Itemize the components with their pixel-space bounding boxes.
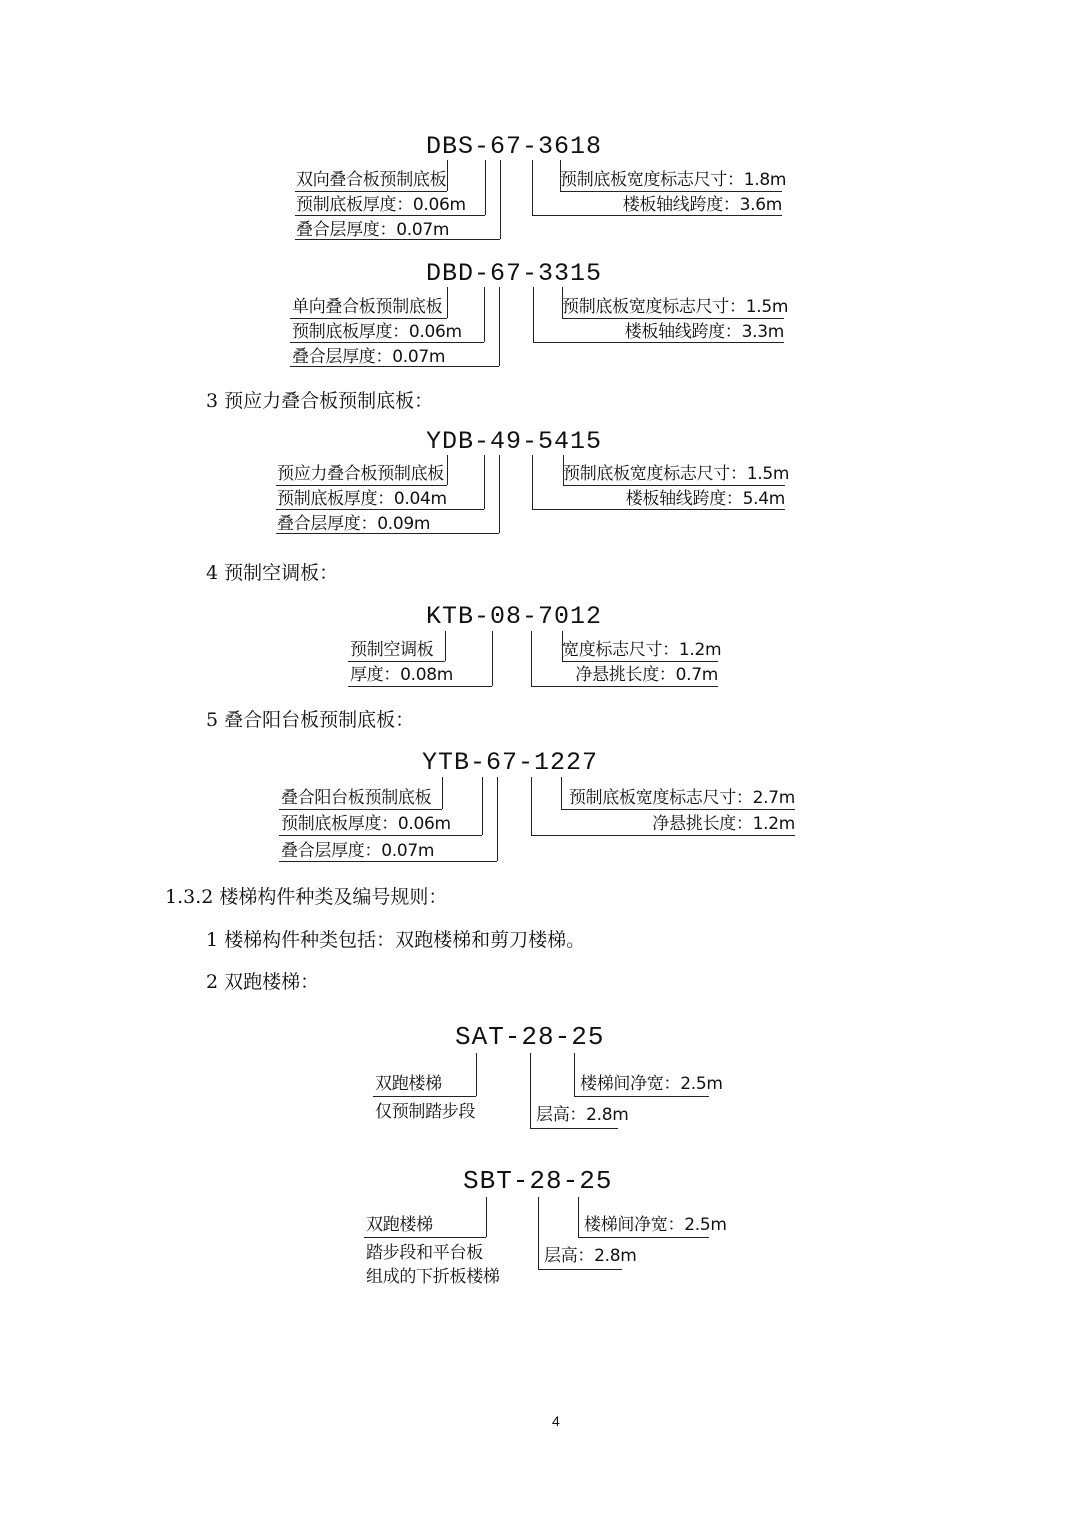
connector (279, 809, 442, 810)
connector (533, 287, 534, 342)
connector (532, 160, 533, 215)
code-ydb: YDB-49-5415 (426, 427, 603, 456)
code-sat: SAT-28-25 (455, 1022, 605, 1052)
connector (445, 631, 446, 661)
label-sbt-desc-2: 组成的下折板楼梯 (366, 1267, 500, 1287)
code-dbs: DBS-67-3618 (426, 132, 603, 161)
label-sat-width: 楼梯间净宽：2.5m (580, 1074, 723, 1094)
label-ytb-overhang: 净悬挑长度：1.2m (652, 814, 795, 834)
label-ktb-width: 宽度标志尺寸：1.2m (562, 640, 722, 660)
label-dbd-type: 单向叠合板预制底板 (292, 297, 443, 317)
connector (532, 509, 785, 510)
connector (574, 1096, 709, 1097)
connector (578, 1237, 709, 1238)
code-dbd: DBD-67-3315 (426, 259, 603, 288)
heading-ac-panel: 4 预制空调板： (206, 562, 339, 584)
label-dbs-layer: 叠合层厚度：0.07m (296, 220, 450, 240)
connector (476, 1053, 477, 1096)
label-dbd-layer: 叠合层厚度：0.07m (292, 347, 446, 367)
connector (538, 1269, 622, 1270)
label-ydb-type: 预应力叠合板预制底板 (277, 464, 444, 484)
connector (276, 533, 499, 534)
connector (530, 1128, 618, 1129)
label-sbt-type: 双跑楼梯 (366, 1215, 433, 1235)
connector (561, 777, 562, 809)
label-ytb-layer: 叠合层厚度：0.07m (281, 841, 435, 861)
label-dbs-thickness: 预制底板厚度：0.06m (296, 195, 466, 215)
connector (295, 215, 485, 216)
heading-double-run-stair: 2 双跑楼梯： (206, 971, 320, 993)
connector (484, 287, 485, 342)
connector (279, 861, 497, 862)
connector (562, 631, 563, 661)
connector (531, 777, 532, 835)
label-ydb-span: 楼板轴线跨度：5.4m (625, 489, 785, 509)
label-sat-height: 层高：2.8m (536, 1105, 629, 1125)
connector (533, 342, 784, 343)
connector (364, 1237, 486, 1238)
connector (348, 686, 492, 687)
label-dbs-span: 楼板轴线跨度：3.6m (622, 195, 782, 215)
connector (562, 661, 718, 662)
connector (447, 160, 448, 191)
label-ytb-type: 叠合阳台板预制底板 (281, 788, 432, 808)
connector (276, 509, 484, 510)
connector (560, 160, 561, 191)
heading-prestressed-slab: 3 预应力叠合板预制底板： (206, 390, 434, 412)
connector (530, 1053, 531, 1128)
label-ydb-layer: 叠合层厚度：0.09m (277, 514, 431, 534)
connector (538, 1197, 539, 1269)
label-sbt-height: 层高：2.8m (544, 1246, 637, 1266)
label-ytb-width: 预制底板宽度标志尺寸：2.7m (568, 788, 795, 808)
heading-balcony-slab: 5 叠合阳台板预制底板： (206, 709, 415, 731)
label-ktb-thickness: 厚度：0.08m (350, 665, 454, 685)
connector (500, 160, 501, 239)
section-heading-132: 1.3.2 楼梯构件种类及编号规则： (165, 886, 448, 908)
label-ydb-thickness: 预制底板厚度：0.04m (277, 489, 447, 509)
paragraph-stair-types: 1 楼梯构件种类包括：双跑楼梯和剪刀楼梯。 (206, 929, 586, 951)
page-number: 4 (552, 1413, 560, 1429)
label-ktb-overhang: 净悬挑长度：0.7m (575, 665, 718, 685)
connector (290, 342, 484, 343)
connector (561, 809, 795, 810)
label-dbd-span: 楼板轴线跨度：3.3m (624, 322, 784, 342)
connector (295, 191, 447, 192)
label-dbs-width: 预制底板宽度标志尺寸：1.8m (560, 170, 787, 190)
connector (562, 318, 784, 319)
connector (279, 835, 482, 836)
connector (531, 835, 795, 836)
label-ktb-type: 预制空调板 (350, 640, 434, 660)
connector (276, 485, 447, 486)
connector (532, 455, 533, 509)
connector (447, 455, 448, 485)
connector (563, 485, 785, 486)
label-sbt-width: 楼梯间净宽：2.5m (584, 1215, 727, 1235)
connector (499, 455, 500, 533)
connector (562, 287, 563, 318)
connector (560, 191, 782, 192)
connector (290, 366, 499, 367)
connector (373, 1096, 476, 1097)
connector (290, 318, 447, 319)
connector (531, 686, 718, 687)
label-ytb-thickness: 预制底板厚度：0.06m (281, 814, 451, 834)
label-sat-type: 双跑楼梯 (375, 1074, 442, 1094)
label-dbd-thickness: 预制底板厚度：0.06m (292, 322, 462, 342)
connector (447, 287, 448, 318)
label-sbt-desc-1: 踏步段和平台板 (366, 1243, 483, 1263)
connector (578, 1197, 579, 1237)
label-ydb-width: 预制底板宽度标志尺寸：1.5m (563, 464, 790, 484)
connector (295, 239, 500, 240)
connector (485, 160, 486, 215)
connector (497, 777, 498, 861)
connector (563, 455, 564, 485)
connector (442, 777, 443, 809)
label-dbs-type: 双向叠合板预制底板 (296, 170, 447, 190)
code-ktb: KTB-08-7012 (426, 602, 603, 631)
connector (531, 631, 532, 686)
connector (499, 287, 500, 366)
connector (484, 455, 485, 509)
code-ytb: YTB-67-1227 (422, 748, 599, 777)
connector (486, 1197, 487, 1237)
connector (532, 215, 782, 216)
label-dbd-width: 预制底板宽度标志尺寸：1.5m (562, 297, 789, 317)
code-sbt: SBT-28-25 (463, 1166, 613, 1196)
connector (348, 661, 445, 662)
connector (482, 777, 483, 835)
connector (574, 1053, 575, 1096)
connector (492, 631, 493, 686)
label-sat-desc: 仅预制踏步段 (375, 1102, 476, 1122)
